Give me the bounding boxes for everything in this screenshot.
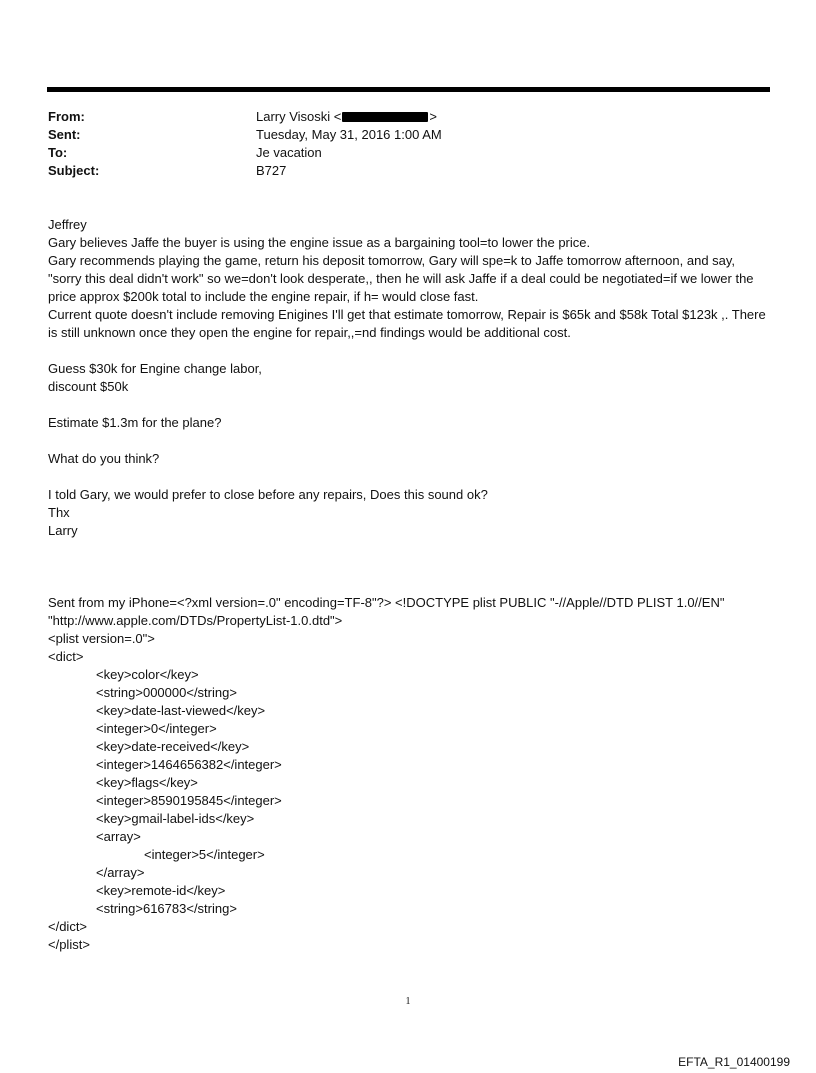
from-label: From: bbox=[48, 109, 85, 124]
plist-line: <key>gmail-label-ids</key> bbox=[96, 811, 255, 826]
plist-line: <array> bbox=[96, 829, 141, 844]
plist-line: <integer>1464656382</integer> bbox=[96, 757, 282, 772]
plist-line: </plist> bbox=[48, 937, 90, 952]
from-value: Larry Visoski < > bbox=[256, 109, 437, 124]
subject-value: B727 bbox=[256, 163, 287, 178]
plist-line: </dict> bbox=[48, 919, 88, 934]
body-line: Thx bbox=[48, 505, 70, 520]
plist-line: <integer>5</integer> bbox=[144, 847, 265, 862]
email-body bbox=[48, 216, 772, 954]
sent-label: Sent: bbox=[48, 127, 81, 142]
subject-row bbox=[48, 162, 442, 180]
redaction-bar bbox=[342, 112, 428, 122]
body-paragraph: Gary believes Jaffe the buyer is using the engine issue as a bargaining tool=to lower the price. bbox=[48, 235, 591, 250]
plist-line: <integer>0</integer> bbox=[96, 721, 217, 736]
body-line: Guess $30k for Engine change labor, bbox=[48, 361, 262, 376]
to-label: To: bbox=[48, 145, 68, 160]
body-paragraph: Current quote doesn't include removing Enigines I'll get that estimate tomorrow, Repair is $65k and $58k Total $123k ,. There is still unknown once they open the engine for repair,,=nd findings would be additional cost. bbox=[48, 307, 766, 340]
sent-row bbox=[48, 126, 442, 144]
plist-line: <key>remote-id</key> bbox=[96, 883, 226, 898]
header-rule bbox=[47, 87, 770, 92]
plist-line: <key>date-received</key> bbox=[96, 739, 250, 754]
sent-value: Tuesday, May 31, 2016 1:00 AM bbox=[256, 127, 442, 142]
body-paragraph: Gary recommends playing the game, return his deposit tomorrow, Gary will spe=k to Jaffe tomorrow afternoon, and say, "sorry this deal didn't work" so we=don't look desperate,, then he will ask Jaffe if a deal could be negotiated=if we lower the price approx $200k total to include the engine repair, if h= would close fast. bbox=[48, 253, 754, 304]
plist-line: <plist version=.0"> bbox=[48, 631, 155, 646]
page-number: 1 bbox=[405, 996, 411, 1007]
sent-from-line: Sent from my iPhone=<?xml version=.0" encoding=TF-8"?> <!DOCTYPE plist PUBLIC "-//Apple//DTD PLIST 1.0//EN" "http://www.apple.com/DTDs/PropertyList-1.0.dtd"> bbox=[48, 595, 725, 628]
plist-line: <string>616783</string> bbox=[96, 901, 237, 916]
body-line: discount $50k bbox=[48, 379, 129, 394]
plist-line: <key>date-last-viewed</key> bbox=[96, 703, 266, 718]
plist-line: <key>flags</key> bbox=[96, 775, 198, 790]
to-value: Je vacation bbox=[256, 145, 322, 160]
salutation: Jeffrey bbox=[48, 217, 87, 232]
plist-line: <integer>8590195845</integer> bbox=[96, 793, 282, 808]
plist-line: <key>color</key> bbox=[96, 667, 199, 682]
body-line: I told Gary, we would prefer to close before any repairs, Does this sound ok? bbox=[48, 487, 488, 502]
subject-label: Subject: bbox=[48, 163, 100, 178]
to-row bbox=[48, 144, 442, 162]
plist-line: <string>000000</string> bbox=[96, 685, 237, 700]
signature: Larry bbox=[48, 523, 78, 538]
email-header bbox=[48, 108, 442, 180]
body-line: What do you think? bbox=[48, 451, 160, 466]
body-line: Estimate $1.3m for the plane? bbox=[48, 415, 222, 430]
plist-line: <dict> bbox=[48, 649, 84, 664]
plist-line: </array> bbox=[96, 865, 145, 880]
bates-number: EFTA_R1_01400199 bbox=[678, 1055, 790, 1069]
plist-block bbox=[48, 630, 772, 954]
from-row bbox=[48, 108, 442, 126]
